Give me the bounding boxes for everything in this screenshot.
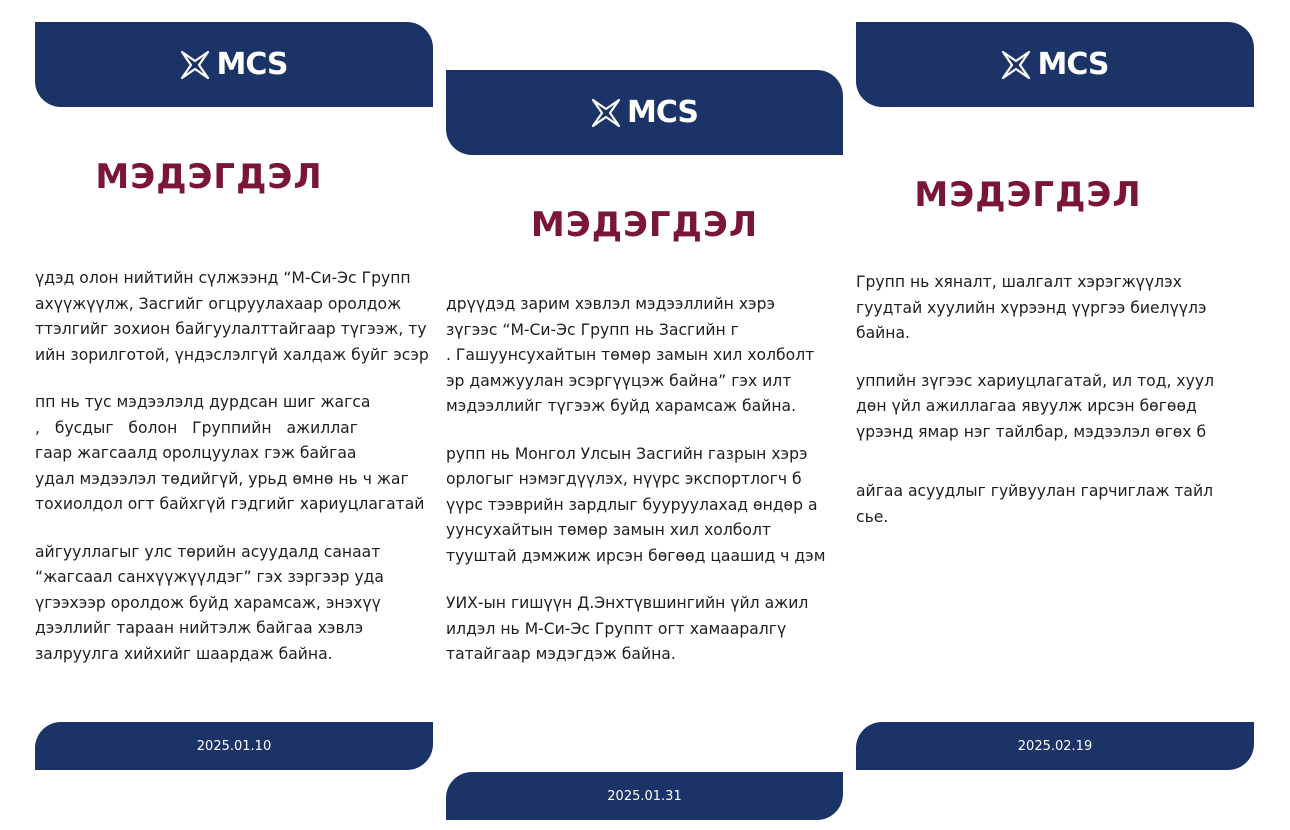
- text-line: рупп нь Монгол Улсын Засгийн газрын хэрэ: [446, 444, 808, 463]
- text-line: айгууллагыг улс төрийн асуудалд санаат: [35, 542, 381, 561]
- paragraph: [35, 540, 433, 668]
- logo-text: MCS: [1037, 47, 1109, 82]
- text-line: Групп нь хяналт, шалгалт хэрэгжүүлэх: [856, 273, 1182, 291]
- text-line: үүрс тээврийн зардлыг бууруулахад өндөр а: [446, 495, 818, 514]
- text-line: мэдээллийг түгээж буйд харамсаж байна.: [446, 397, 797, 415]
- paragraph: [856, 369, 1254, 446]
- date-label: 2025.01.31: [607, 788, 682, 804]
- mcs-logo: [591, 95, 698, 130]
- paragraph: [446, 591, 843, 668]
- paragraph: [856, 270, 1254, 347]
- text-line: зүгээс “М-Си-Эс Групп нь Засгийн г: [446, 320, 739, 339]
- text-line: үгээхээр оролдож буйд харамсаж, энэхүү: [35, 593, 381, 612]
- notice-card-1: [35, 22, 433, 770]
- card-header: [446, 70, 843, 155]
- card-body: [446, 292, 843, 690]
- text-line: илдэл нь М-Си-Эс Группт огт хамааралгү: [446, 619, 787, 638]
- card-body: [856, 270, 1254, 552]
- card-footer: [446, 772, 843, 820]
- text-line: уунсухайтын төмөр замын хил холболт: [446, 521, 772, 539]
- notice-card-3: [856, 22, 1254, 770]
- mcs-logo-icon: [591, 98, 621, 128]
- card-header: [856, 22, 1254, 107]
- text-line: удал мэдээлэл төдийгүй, урьд өмнө нь ч жаг: [35, 469, 409, 488]
- notice-card-2: [446, 70, 843, 822]
- card-title: МЭДЭГДЭЛ: [530, 205, 759, 245]
- card-footer: [856, 722, 1254, 770]
- mcs-logo: [1001, 47, 1108, 82]
- text-line: тууштай дэмжиж ирсэн бөгөөд цаашид ч дэм: [446, 546, 826, 565]
- text-line: үрээнд ямар нэг тайлбар, мэдээлэл өгөх б: [856, 422, 1207, 441]
- text-line: ийн зорилготой, үндэслэлгүй халдаж буйг эсэр: [35, 345, 429, 364]
- text-line: тохиолдол огт байхгүй гэдгийг хариуцлагатай: [35, 495, 425, 513]
- paragraph: [856, 479, 1254, 530]
- text-line: сье.: [856, 507, 889, 526]
- date-label: 2025.01.10: [196, 738, 272, 754]
- text-line: татайгаар мэдэгдэж байна.: [446, 645, 676, 663]
- text-line: залруулга хийхийг шаардаж байна.: [35, 644, 333, 663]
- text-line: дөн үйл ажиллагаа явуулж ирсэн бөгөөд: [856, 397, 1197, 415]
- text-line: . Гашуунсухайтын төмөр замын хил холболт: [446, 346, 815, 364]
- paragraph: [446, 292, 843, 420]
- date-label: 2025.02.19: [1017, 738, 1093, 754]
- paragraph: [35, 390, 433, 518]
- text-line: үдэд олон нийтийн сүлжээнд “М-Си-Эс Групп: [35, 269, 411, 287]
- card-footer: [35, 722, 433, 770]
- text-line: дээллийг тараан нийтэлж байгаа хэвлэ: [35, 619, 364, 637]
- text-line: байна.: [856, 324, 911, 342]
- text-line: дрүүдэд зарим хэвлэл мэдээллийн хэрэ: [446, 295, 776, 313]
- text-line: айгаа асуудлыг гуйвуулан гарчиглаж тайл: [856, 482, 1214, 500]
- text-line: УИХ-ын гишүүн Д.Энхтүвшингийн үйл ажил: [446, 594, 809, 612]
- logo-text: MCS: [626, 95, 699, 130]
- text-line: , бусдыг болон Группийн ажиллаг: [35, 418, 358, 437]
- paragraph: [446, 442, 843, 570]
- text-line: уппийн зүгээс хариуцлагатай, ил тод, хуул: [856, 371, 1215, 390]
- card-title: МЭДЭГДЭЛ: [95, 157, 323, 197]
- text-line: гуудтай хуулийн хүрээнд үүргээ биелүүлэ: [856, 298, 1207, 317]
- text-line: ттэлгийг зохион байгуулалттайгаар түгээж, ту: [35, 320, 427, 338]
- card-body: [35, 266, 433, 689]
- card-header: [35, 22, 433, 107]
- paragraph: [35, 266, 433, 368]
- text-line: орлогыг нэмэгдүүлэх, нүүрс экспортлогч б: [446, 470, 802, 488]
- text-line: пп нь тус мэдээлэлд дурдсан шиг жагса: [35, 393, 371, 411]
- logo-text: MCS: [216, 47, 288, 82]
- text-line: ахүүжүүлж, Засгийг огцруулахаар оролдож: [35, 294, 402, 313]
- text-line: “жагсаал санхүүжүүлдэг” гэх зэргээр уда: [35, 568, 384, 586]
- card-title: МЭДЭГДЭЛ: [914, 175, 1142, 215]
- text-line: гаар жагсаалд оролцуулах гэж байгаа: [35, 444, 357, 462]
- mcs-logo: [180, 47, 287, 82]
- mcs-logo-icon: [1001, 50, 1031, 80]
- text-line: эр дамжуулан эсэргүүцэж байна” гэх илт: [446, 371, 792, 390]
- mcs-logo-icon: [180, 50, 210, 80]
